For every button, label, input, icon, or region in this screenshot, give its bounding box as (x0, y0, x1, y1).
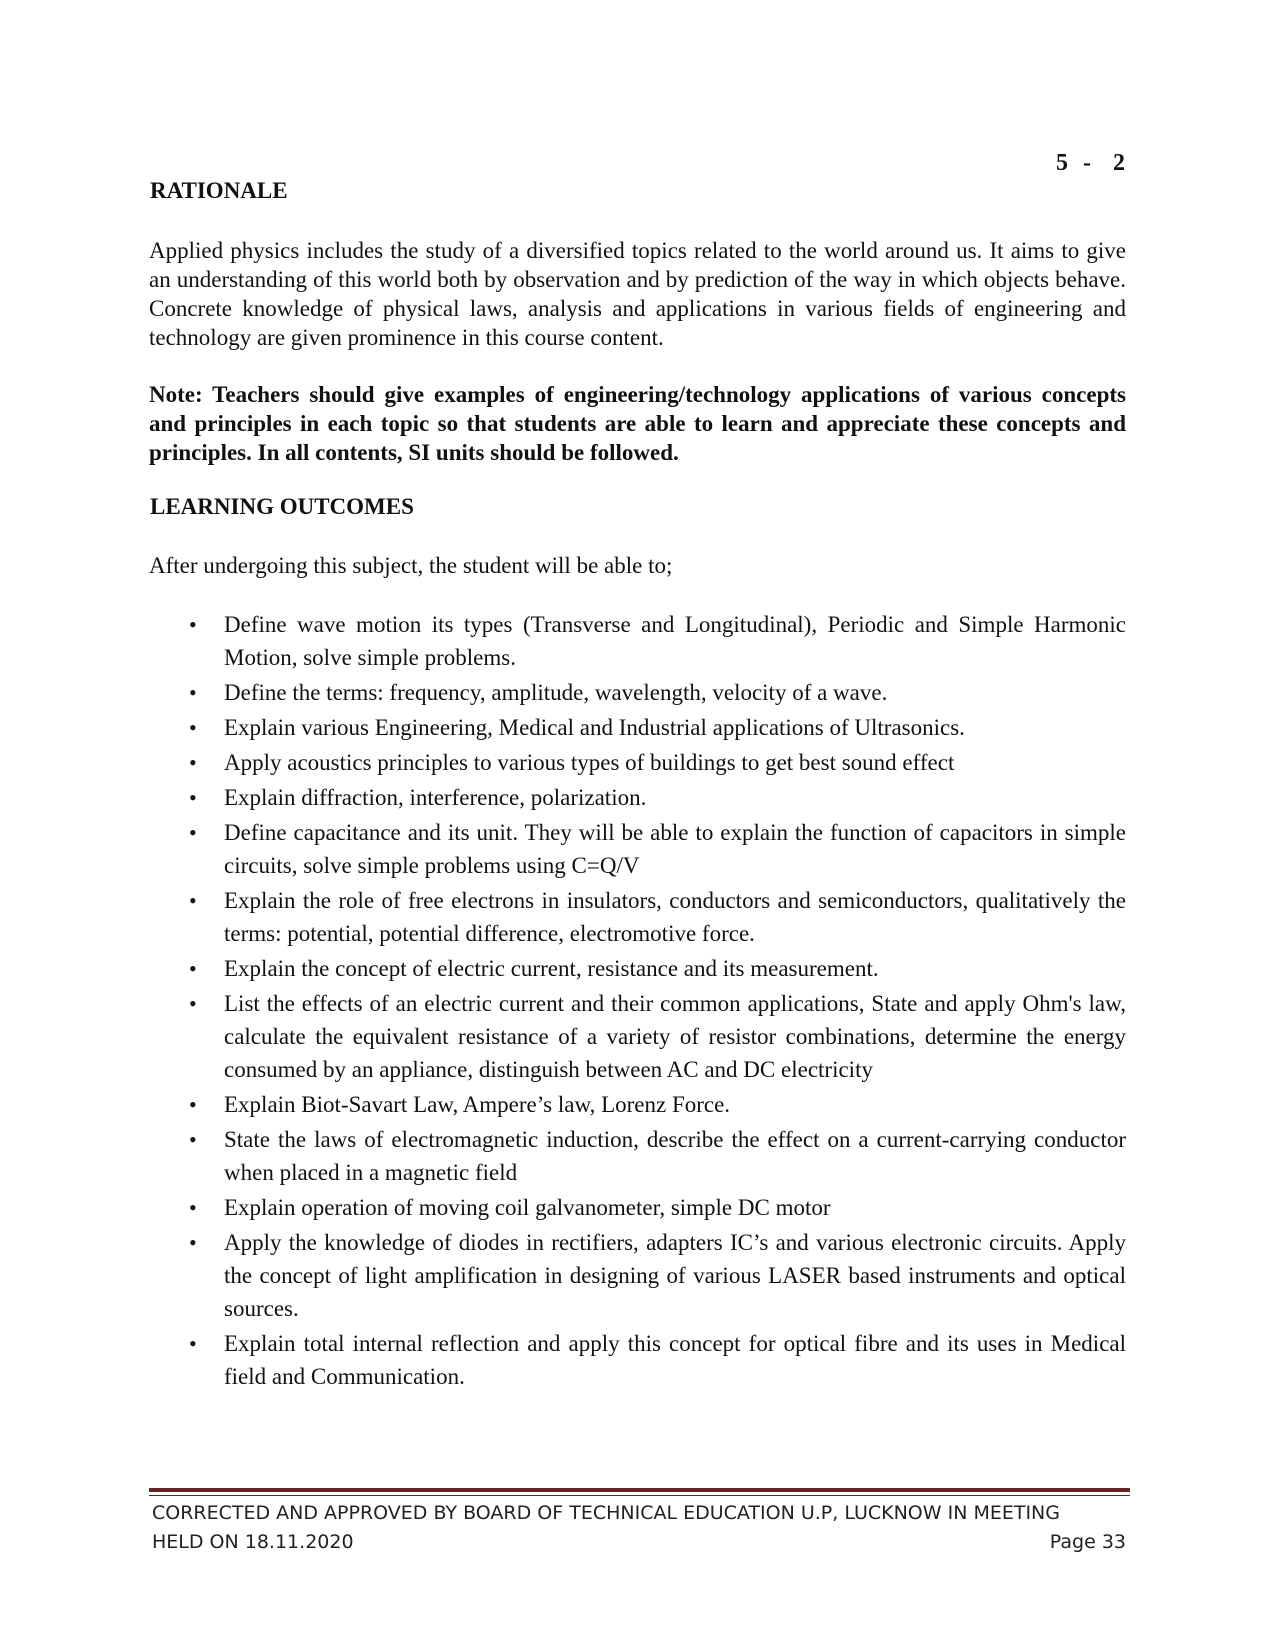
learning-outcomes-list (149, 608, 1126, 1395)
footer-meeting-date: HELD ON 18.11.2020 (152, 1531, 354, 1553)
outcome-text: Explain diffraction, interference, polarization. (224, 785, 647, 810)
bullet-icon: • (189, 1230, 197, 1255)
outcome-text: Define the terms: frequency, amplitude, wavelength, velocity of a wave. (224, 680, 888, 705)
outcome-item (149, 1327, 1126, 1393)
outcome-item (149, 952, 1126, 985)
outcome-text: Define capacitance and its unit. They will be able to explain the function of capacitors in simple circuits, solve simple problems using C=Q/V (224, 820, 1126, 878)
bullet-icon: • (189, 785, 197, 810)
outcome-item (149, 676, 1126, 709)
teacher-note: Note: Teachers should give examples of engineering/technology applications of various concepts and principles in each topic so that students are able to learn and appreciate these concepts and principles. In all contents, SI units should be followed. (149, 382, 1126, 465)
outcome-item (149, 1226, 1126, 1325)
outcome-text: State the laws of electromagnetic induction, describe the effect on a current-carrying conductor when placed in a magnetic field (224, 1127, 1126, 1185)
footer-rule-thick (149, 1488, 1130, 1492)
outcome-text: Explain total internal reflection and apply this concept for optical fibre and its uses in Medical field and Communication. (224, 1331, 1126, 1389)
outcome-item (149, 1191, 1126, 1224)
bullet-icon: • (189, 715, 197, 740)
outcome-item (149, 711, 1126, 744)
bullet-icon: • (189, 1092, 197, 1117)
outcome-item (149, 1088, 1126, 1121)
bullet-icon: • (189, 750, 197, 775)
learning-outcomes-heading: LEARNING OUTCOMES (150, 494, 414, 519)
outcome-text: Explain various Engineering, Medical and Industrial applications of Ultrasonics. (224, 715, 965, 740)
page-code: 5 - 2 (1056, 150, 1126, 176)
bullet-icon: • (189, 991, 197, 1016)
bullet-icon: • (189, 1127, 197, 1152)
bullet-icon: • (189, 956, 197, 981)
bullet-icon: • (189, 680, 197, 705)
outcome-item (149, 746, 1126, 779)
outcome-item (149, 781, 1126, 814)
outcome-item (149, 987, 1126, 1086)
outcome-text: Explain operation of moving coil galvanometer, simple DC motor (224, 1195, 831, 1220)
outcome-text: Define wave motion its types (Transverse and Longitudinal), Periodic and Simple Harmonic Motion, solve simple problems. (224, 612, 1126, 670)
page-number: Page 33 (1049, 1531, 1126, 1553)
outcome-text: Apply acoustics principles to various types of buildings to get best sound effect (224, 750, 955, 775)
bullet-icon: • (189, 820, 197, 845)
bullet-icon: • (189, 1331, 197, 1356)
document-page (149, 0, 1126, 1651)
footer-approval-line: CORRECTED AND APPROVED BY BOARD OF TECHNICAL EDUCATION U.P, LUCKNOW IN MEETING (152, 1502, 1060, 1524)
outcome-item (149, 608, 1126, 674)
outcome-text: Explain the concept of electric current, resistance and its measurement. (224, 956, 879, 981)
outcome-text: Explain Biot-Savart Law, Ampere’s law, Lorenz Force. (224, 1092, 731, 1117)
rationale-heading: RATIONALE (150, 178, 288, 203)
footer-second-line (152, 1531, 1126, 1553)
bullet-icon: • (189, 612, 197, 637)
bullet-icon: • (189, 1195, 197, 1220)
footer-rule-thin (149, 1495, 1130, 1496)
outcome-text: List the effects of an electric current and their common applications, State and apply Ohm's law, calculate the equivalent resistance of a variety of resistor combinations, determine the energy consumed by an appliance, distinguish between AC and DC electricity (224, 991, 1126, 1082)
outcome-item (149, 1123, 1126, 1189)
rationale-paragraph: Applied physics includes the study of a diversified topics related to the world around us. It aims to give an understanding of this world both by observation and by prediction of the way in which objects behave. Concrete knowledge of physical laws, analysis and applications in various fields of engineering and technology are given prominence in this course content. (149, 238, 1126, 350)
learning-outcomes-intro: After undergoing this subject, the student will be able to; (149, 553, 673, 578)
outcome-text: Explain the role of free electrons in insulators, conductors and semiconductors, qualitatively the terms: potential, potential difference, electromotive force. (224, 888, 1126, 946)
bullet-icon: • (189, 888, 197, 913)
outcome-item (149, 816, 1126, 882)
outcome-text: Apply the knowledge of diodes in rectifiers, adapters IC’s and various electronic circuits. Apply the concept of light amplification in designing of various LASER based instruments and optical sources. (224, 1230, 1126, 1321)
outcome-item (149, 884, 1126, 950)
